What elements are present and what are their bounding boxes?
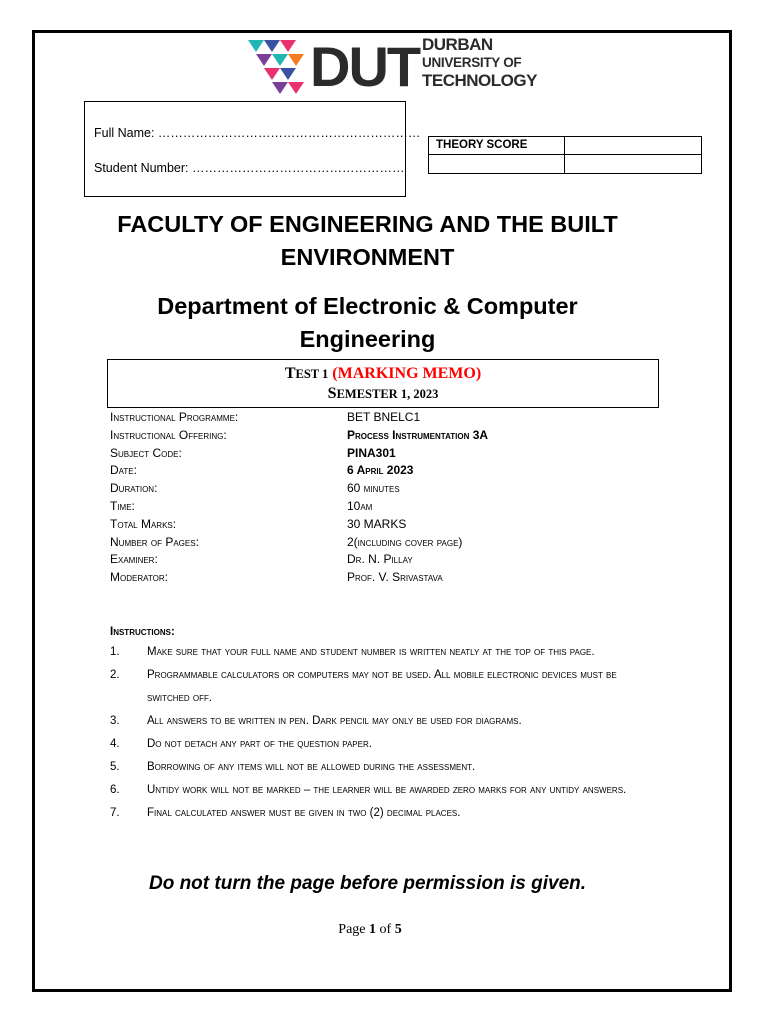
assessment-details (110, 410, 670, 588)
student-number-field[interactable]: Student Number: …………………………………………… (94, 161, 405, 175)
instruction-text: Make sure that your full name and student number is written neatly at the top of this page. (147, 646, 595, 658)
theory-score-cell[interactable] (429, 155, 565, 173)
detail-value: BET BNELC1 (347, 410, 421, 424)
detail-key: Instructional Programme: (110, 410, 239, 424)
instruction-text: Programmable calculators or computers may not be used. All mobile electronic devices must be switched off. (147, 669, 617, 704)
instruction-number: 7. (110, 807, 120, 819)
full-name-field[interactable]: Full Name: ……………………………………………………… (94, 126, 421, 140)
instruction-text: All answers to be written in pen. Dark pencil may only be used for diagrams. (147, 715, 522, 727)
detail-value: Process Instrumentation 3A (347, 427, 489, 442)
detail-value: Dr. N. Pillay (347, 552, 413, 567)
detail-row (110, 481, 670, 499)
test-title-initial: T (284, 365, 296, 382)
detail-row (110, 570, 670, 588)
faculty-heading: FACULTY OF ENGINEERING AND THE BUILT ENVIRONMENT (117, 211, 618, 270)
university-name-line3: TECHNOLOGY (422, 71, 537, 90)
page-number: 1 (369, 922, 377, 937)
instruction-item (110, 641, 630, 664)
theory-score-cell[interactable] (565, 137, 701, 155)
detail-row (110, 410, 670, 428)
detail-value: 30 MARKS (347, 516, 407, 531)
instruction-text: Do not detach any part of the question paper. (147, 738, 372, 750)
semester-title (108, 384, 658, 404)
permission-warning: Do not turn the page before permission is given. (148, 873, 587, 894)
dut-wordmark: DUT (310, 35, 420, 98)
university-name (422, 35, 537, 90)
instruction-number: 4. (110, 738, 120, 750)
instruction-number: 5. (110, 761, 120, 773)
university-name-line1: DURBAN (422, 35, 493, 54)
page-word: Page (338, 922, 366, 937)
instructions-list (110, 641, 630, 825)
test-title-box (107, 359, 659, 408)
instruction-number: 3. (110, 715, 120, 727)
test-title-rest: EST 1 (295, 367, 329, 381)
detail-value: Prof. V. Srivastava (347, 570, 443, 585)
theory-score-label: THEORY SCORE (429, 137, 565, 155)
instruction-item (110, 802, 630, 825)
instruction-text: Borrowing of any items will not be allowed during the assessment. (147, 761, 476, 773)
detail-key: Moderator: (110, 570, 168, 585)
instruction-number: 2. (110, 669, 120, 681)
page-total: 5 (394, 922, 402, 937)
semester-rest: EMESTER 1, 2023 (336, 387, 439, 401)
detail-value: 2(including cover page) (347, 534, 463, 549)
detail-row (110, 535, 670, 553)
detail-key: Duration: (110, 481, 158, 496)
instruction-item (110, 710, 630, 733)
instruction-text: Untidy work will not be marked – the learner will be awarded zero marks for any untidy answers. (147, 784, 627, 796)
test-title (108, 364, 658, 384)
detail-row (110, 499, 670, 517)
dut-logo (246, 35, 537, 98)
detail-row (110, 552, 670, 570)
detail-key: Time: (110, 498, 135, 513)
university-name-line2: UNIVERSITY OF (422, 55, 522, 70)
theory-score-table (428, 136, 702, 174)
marking-memo-label: (MARKING MEMO) (332, 365, 482, 382)
detail-key: Date: (110, 463, 137, 478)
of-word: of (379, 922, 392, 937)
detail-key: Total Marks: (110, 516, 177, 531)
detail-key: Examiner: (110, 552, 158, 567)
instruction-text: Final calculated answer must be given in two (2) decimal places. (147, 807, 461, 819)
instruction-number: 1. (110, 646, 120, 658)
detail-value: 6 April 2023 (347, 463, 414, 478)
instruction-item (110, 779, 630, 802)
department-heading: Department of Electronic & Computer Engineering (157, 293, 578, 352)
detail-row (110, 446, 670, 464)
detail-row (110, 517, 670, 535)
detail-key: Subject Code: (110, 445, 182, 460)
detail-value: 60 minutes (347, 481, 400, 496)
detail-row (110, 463, 670, 481)
instruction-item (110, 664, 630, 710)
detail-value: PINA301 (347, 445, 396, 460)
instructions-heading: Instructions: (110, 626, 175, 638)
instruction-item (110, 733, 630, 756)
student-details-box (84, 101, 421, 197)
semester-initial: S (327, 385, 337, 402)
instruction-item (110, 756, 630, 779)
detail-value: 10am (347, 498, 373, 513)
detail-key: Number of Pages: (110, 534, 199, 549)
page-footer (300, 922, 440, 938)
detail-row (110, 428, 670, 446)
dut-triangles-icon (246, 36, 312, 98)
detail-key: Instructional Offering: (110, 427, 227, 442)
instruction-number: 6. (110, 784, 120, 796)
